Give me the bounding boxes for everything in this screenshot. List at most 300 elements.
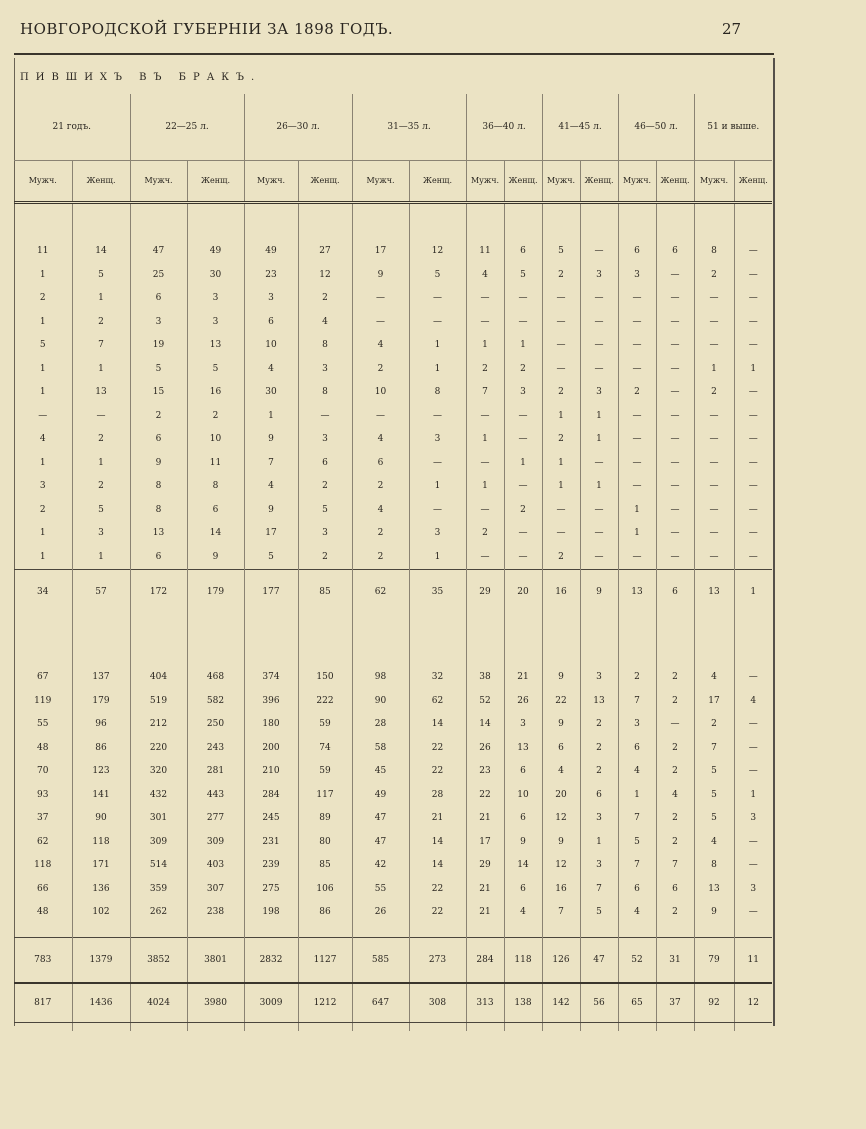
table-cell: — xyxy=(504,311,542,335)
table-cell xyxy=(244,614,298,666)
table-cell: 52 xyxy=(618,937,656,983)
table-cell: 16 xyxy=(542,570,580,615)
table-cell: 2 xyxy=(694,264,734,288)
table-row xyxy=(14,452,772,476)
table-cell: 6 xyxy=(504,878,542,902)
table-cell: 1 xyxy=(504,452,542,476)
table-cell: 9 xyxy=(504,831,542,855)
table-cell: 13 xyxy=(694,878,734,902)
table-cell: 468 xyxy=(187,666,244,690)
table-cell: 7 xyxy=(580,878,618,902)
table-cell: Женщ. xyxy=(298,161,352,203)
table-cell xyxy=(504,925,542,938)
table-cell: — xyxy=(656,311,694,335)
table-cell xyxy=(618,614,656,666)
table-cell: — xyxy=(734,311,772,335)
sex-header-row xyxy=(14,161,772,203)
table-cell xyxy=(618,1022,656,1031)
table-cell: — xyxy=(734,831,772,855)
table-cell: 5 xyxy=(504,264,542,288)
table-cell: 8 xyxy=(298,334,352,358)
table-cell: — xyxy=(618,428,656,452)
table-cell: 30 xyxy=(244,381,298,405)
table-cell: 6 xyxy=(504,760,542,784)
table-cell: — xyxy=(542,311,580,335)
table-cell xyxy=(618,203,656,241)
table-cell: 396 xyxy=(244,690,298,714)
table-cell: 1 xyxy=(618,784,656,808)
table-cell: — xyxy=(734,452,772,476)
table-cell: 5 xyxy=(694,807,734,831)
table-cell: 1 xyxy=(39,387,46,397)
table-cell: — xyxy=(656,334,694,358)
table-cell: 172 xyxy=(130,570,187,615)
table-cell: 16 xyxy=(187,381,244,405)
table-cell: 12 xyxy=(542,807,580,831)
table-cell: 49 xyxy=(352,784,409,808)
table-cell: 6 xyxy=(656,570,694,615)
table-cell: 32 xyxy=(409,666,466,690)
table-cell: 2 xyxy=(618,666,656,690)
spacer-row xyxy=(14,925,772,938)
table-cell: 432 xyxy=(130,784,187,808)
table-cell: 4 xyxy=(694,666,734,690)
table-cell xyxy=(298,925,352,938)
table-row xyxy=(14,475,772,499)
table-cell: — xyxy=(656,713,694,737)
table-cell: 5 xyxy=(298,499,352,523)
table-cell: 11 xyxy=(187,452,244,476)
table-cell: 8 xyxy=(298,381,352,405)
table-cell: 15 xyxy=(130,381,187,405)
table-cell: Женщ. xyxy=(409,161,466,203)
table-cell: 1 xyxy=(734,570,772,615)
table-cell xyxy=(130,925,187,938)
table-cell: 281 xyxy=(187,760,244,784)
table-cell: — xyxy=(618,334,656,358)
subtotal-row xyxy=(14,937,772,983)
table-cell: 137 xyxy=(72,666,130,690)
table-cell: 10 xyxy=(352,381,409,405)
table-cell: 9 xyxy=(580,570,618,615)
table-cell: 8 xyxy=(409,381,466,405)
table-cell: — xyxy=(466,499,504,523)
table-cell: 220 xyxy=(130,737,187,761)
table-cell: 106 xyxy=(298,878,352,902)
table-cell: 2832 xyxy=(244,937,298,983)
table-row xyxy=(14,901,772,925)
table-cell: 4 xyxy=(466,264,504,288)
table-cell: 79 xyxy=(694,937,734,983)
table-cell: 90 xyxy=(352,690,409,714)
table-cell xyxy=(298,1022,352,1031)
table-cell: 22 xyxy=(409,901,466,925)
table-cell: 45 xyxy=(352,760,409,784)
table-cell: 9 xyxy=(694,901,734,925)
table-cell: 4 xyxy=(618,760,656,784)
table-cell: Мужч. xyxy=(466,161,504,203)
table-cell: 38 xyxy=(466,666,504,690)
table-cell: 150 xyxy=(298,666,352,690)
table-cell: 2 xyxy=(656,666,694,690)
table-cell xyxy=(580,1022,618,1031)
table-cell: 55 xyxy=(352,878,409,902)
table-cell xyxy=(542,203,580,241)
table-cell: Женщ. xyxy=(734,161,772,203)
table-cell: 138 xyxy=(504,983,542,1023)
table-cell: — xyxy=(656,452,694,476)
table-cell: 2 xyxy=(694,713,734,737)
table-cell: — xyxy=(694,428,734,452)
table-cell: 17 xyxy=(352,240,409,264)
table-cell xyxy=(298,203,352,241)
table-subtitle: ПИВШИХЪ ВЪ БРАКЪ. xyxy=(20,72,262,83)
table-cell: — xyxy=(580,546,618,570)
table-cell: 2 xyxy=(656,760,694,784)
table-cell: 13 xyxy=(618,570,656,615)
table-cell: 22 xyxy=(409,878,466,902)
table-cell: 1 xyxy=(580,428,618,452)
table-cell: 13 xyxy=(130,522,187,546)
table-cell: 1 xyxy=(542,475,580,499)
table-cell: — xyxy=(734,737,772,761)
table-cell: 30 xyxy=(187,264,244,288)
table-cell: 21 годъ. xyxy=(14,94,130,161)
table-cell: 2 xyxy=(352,546,409,570)
table-cell: 1 xyxy=(734,358,772,382)
table-cell: 58 xyxy=(352,737,409,761)
table-cell: 22 xyxy=(466,784,504,808)
table-cell: 29 xyxy=(466,570,504,615)
table-cell: 2 xyxy=(298,287,352,311)
table-cell: 55 xyxy=(37,719,49,729)
table-cell: 42 xyxy=(352,854,409,878)
table-cell: 16 xyxy=(542,878,580,902)
table-cell: 2 xyxy=(466,358,504,382)
table-cell: 239 xyxy=(244,854,298,878)
table-cell xyxy=(187,925,244,938)
table-cell: 5 xyxy=(542,240,580,264)
table-cell: — xyxy=(618,452,656,476)
table-cell xyxy=(734,1022,772,1031)
table-cell: 2 xyxy=(580,760,618,784)
table-cell: 301 xyxy=(130,807,187,831)
table-row xyxy=(14,831,772,855)
table-cell: 85 xyxy=(298,570,352,615)
table-cell: 1 xyxy=(39,269,46,280)
table-cell: 2 xyxy=(542,381,580,405)
table-cell: 198 xyxy=(244,901,298,925)
table-cell: 5 xyxy=(580,901,618,925)
table-cell: 119 xyxy=(34,695,52,706)
table-cell: 2 xyxy=(504,499,542,523)
table-cell xyxy=(734,614,772,666)
table-cell: 12 xyxy=(298,264,352,288)
table-cell: 6 xyxy=(618,737,656,761)
table-cell: 277 xyxy=(187,807,244,831)
table-cell: 1 xyxy=(504,334,542,358)
table-cell: 171 xyxy=(72,854,130,878)
table-cell: — xyxy=(504,428,542,452)
table-cell: 74 xyxy=(298,737,352,761)
table-cell: — xyxy=(656,522,694,546)
table-cell: 8 xyxy=(694,854,734,878)
table-cell: — xyxy=(542,287,580,311)
table-cell xyxy=(187,614,244,666)
table-cell: 1 xyxy=(39,551,46,562)
table-cell: 11 xyxy=(37,246,49,256)
table-cell: 25 xyxy=(130,264,187,288)
table-cell: — xyxy=(542,522,580,546)
table-cell: 47 xyxy=(580,937,618,983)
table-cell: 2 xyxy=(542,546,580,570)
table-cell: 3 xyxy=(580,666,618,690)
table-cell: 6 xyxy=(618,878,656,902)
table-cell: 3 xyxy=(298,358,352,382)
table-cell xyxy=(187,203,244,241)
table-cell: 783 xyxy=(14,937,72,983)
table-cell: 51 и выше. xyxy=(694,94,772,161)
table-cell: 22 xyxy=(409,760,466,784)
table-cell xyxy=(14,925,72,938)
table-cell: 4 xyxy=(39,434,46,444)
table-cell: Женщ. xyxy=(580,161,618,203)
table-row xyxy=(14,264,772,288)
table-row xyxy=(14,499,772,523)
table-cell: 4 xyxy=(618,901,656,925)
table-cell: 3 xyxy=(187,311,244,335)
table-cell: 2 xyxy=(542,428,580,452)
table-cell: 14 xyxy=(72,240,130,264)
marriage-age-table xyxy=(14,94,772,1031)
table-cell: 404 xyxy=(130,666,187,690)
table-cell: — xyxy=(542,499,580,523)
table-cell: — xyxy=(734,334,772,358)
table-cell: 9 xyxy=(352,264,409,288)
page-header-title: НОВГОРОДСКОЙ ГУБЕРНІИ ЗА 1898 ГОДЪ. xyxy=(20,20,394,38)
table-cell: — xyxy=(618,405,656,429)
table-cell: — xyxy=(466,311,504,335)
table-row xyxy=(14,334,772,358)
table-cell: — xyxy=(734,428,772,452)
table-cell xyxy=(542,614,580,666)
table-cell: 647 xyxy=(352,983,409,1023)
table-cell: 2 xyxy=(656,690,694,714)
table-cell: 1 xyxy=(39,528,46,538)
table-row xyxy=(14,522,772,546)
table-cell: 14 xyxy=(504,854,542,878)
table-cell: 22 xyxy=(542,690,580,714)
table-cell xyxy=(656,925,694,938)
table-cell: 36—40 л. xyxy=(466,94,542,161)
table-cell: 3 xyxy=(72,522,130,546)
table-cell: 57 xyxy=(72,570,130,615)
table-cell: 307 xyxy=(187,878,244,902)
table-cell: 2 xyxy=(39,293,46,303)
table-cell: 19 xyxy=(130,334,187,358)
table-cell xyxy=(504,203,542,241)
table-cell: 3 xyxy=(580,854,618,878)
table-cell: 7 xyxy=(618,854,656,878)
table-cell: — xyxy=(542,334,580,358)
table-cell: — xyxy=(580,499,618,523)
table-cell: 6 xyxy=(130,546,187,570)
table-row xyxy=(14,358,772,382)
table-cell: — xyxy=(580,240,618,264)
table-cell: 86 xyxy=(72,737,130,761)
table-cell: 26—30 л. xyxy=(244,94,352,161)
table-cell: — xyxy=(72,405,130,429)
table-cell: 10 xyxy=(244,334,298,358)
table-cell: 20 xyxy=(542,784,580,808)
table-cell: 4 xyxy=(656,784,694,808)
table-cell: — xyxy=(542,358,580,382)
table-cell: — xyxy=(694,475,734,499)
table-cell: 5 xyxy=(618,831,656,855)
table-cell: 1 xyxy=(466,475,504,499)
table-cell: 35 xyxy=(409,570,466,615)
table-cell: 26 xyxy=(466,737,504,761)
table-cell: 359 xyxy=(130,878,187,902)
table-cell: 20 xyxy=(504,570,542,615)
table-cell: 17 xyxy=(244,522,298,546)
table-cell xyxy=(466,1022,504,1031)
table-cell xyxy=(409,1022,466,1031)
table-cell: 5 xyxy=(244,546,298,570)
table-cell: Мужч. xyxy=(244,161,298,203)
table-cell xyxy=(14,203,72,241)
table-cell: 49 xyxy=(244,240,298,264)
table-cell: — xyxy=(352,405,409,429)
table-cell: 2 xyxy=(656,831,694,855)
table-cell: 3 xyxy=(580,807,618,831)
table-cell xyxy=(504,614,542,666)
table-cell xyxy=(542,1022,580,1031)
spacer-row xyxy=(14,203,772,241)
table-cell: 1 xyxy=(694,358,734,382)
table-cell: 1 xyxy=(542,405,580,429)
table-cell: 11 xyxy=(734,937,772,983)
table-cell: 180 xyxy=(244,713,298,737)
table-cell: 3 xyxy=(130,311,187,335)
table-cell: 210 xyxy=(244,760,298,784)
table-cell: 14 xyxy=(409,854,466,878)
table-cell: 1 xyxy=(72,358,130,382)
table-cell: — xyxy=(656,499,694,523)
table-cell: 41—45 л. xyxy=(542,94,618,161)
table-cell: 1 xyxy=(618,522,656,546)
table-cell xyxy=(72,614,130,666)
table-cell: 2 xyxy=(72,475,130,499)
table-cell xyxy=(352,925,409,938)
table-cell: 118 xyxy=(34,860,52,870)
table-cell: 7 xyxy=(694,737,734,761)
table-row xyxy=(14,807,772,831)
table-cell: 243 xyxy=(187,737,244,761)
page-number: 27 xyxy=(722,20,742,38)
table-cell: 3 xyxy=(618,713,656,737)
table-cell: 4 xyxy=(352,428,409,452)
table-cell: — xyxy=(38,410,48,421)
table-cell: 9 xyxy=(542,666,580,690)
table-cell xyxy=(72,925,130,938)
table-cell: 89 xyxy=(298,807,352,831)
table-cell: 17 xyxy=(466,831,504,855)
table-cell xyxy=(618,925,656,938)
table-cell: 2 xyxy=(130,405,187,429)
table-cell: 1 xyxy=(409,546,466,570)
table-cell: 2 xyxy=(352,522,409,546)
table-cell: 7 xyxy=(618,690,656,714)
table-cell: — xyxy=(734,499,772,523)
table-cell: 5 xyxy=(130,358,187,382)
table-cell: 3 xyxy=(298,522,352,546)
table-row xyxy=(14,666,772,690)
table-row xyxy=(14,405,772,429)
table-cell: — xyxy=(656,358,694,382)
table-cell: — xyxy=(618,475,656,499)
table-cell: 1379 xyxy=(72,937,130,983)
table-cell: 284 xyxy=(244,784,298,808)
table-cell: — xyxy=(580,311,618,335)
table-cell: — xyxy=(734,666,772,690)
table-cell: 514 xyxy=(130,854,187,878)
table-cell: 65 xyxy=(618,983,656,1023)
table-cell xyxy=(409,614,466,666)
table-cell: Женщ. xyxy=(656,161,694,203)
table-cell: 3 xyxy=(504,381,542,405)
table-cell: 23 xyxy=(244,264,298,288)
table-cell: 118 xyxy=(504,937,542,983)
table-cell: — xyxy=(734,475,772,499)
table-cell: 3 xyxy=(244,287,298,311)
table-cell: — xyxy=(466,405,504,429)
table-cell: — xyxy=(734,854,772,878)
table-cell: 6 xyxy=(504,240,542,264)
table-cell: 3 xyxy=(580,264,618,288)
table-cell xyxy=(72,203,130,241)
table-cell: 1 xyxy=(466,428,504,452)
table-cell: 2 xyxy=(656,807,694,831)
table-cell: — xyxy=(694,452,734,476)
table-row xyxy=(14,878,772,902)
table-cell: 7 xyxy=(656,854,694,878)
table-cell: 142 xyxy=(542,983,580,1023)
table-cell: Мужч. xyxy=(694,161,734,203)
table-cell: 3980 xyxy=(187,983,244,1023)
table-cell xyxy=(409,203,466,241)
table-cell: 179 xyxy=(72,690,130,714)
table-cell: — xyxy=(466,287,504,311)
table-cell: — xyxy=(580,522,618,546)
table-cell xyxy=(409,925,466,938)
table-cell xyxy=(466,925,504,938)
table-cell: — xyxy=(466,452,504,476)
table-cell: 5 xyxy=(409,264,466,288)
table-cell: 31 xyxy=(656,937,694,983)
table-cell: 8 xyxy=(694,240,734,264)
table-cell: 90 xyxy=(72,807,130,831)
table-cell: 3 xyxy=(580,381,618,405)
table-cell: 231 xyxy=(244,831,298,855)
table-cell: 47 xyxy=(352,807,409,831)
table-cell xyxy=(244,925,298,938)
table-cell: — xyxy=(694,287,734,311)
table-cell: 200 xyxy=(244,737,298,761)
table-cell xyxy=(694,925,734,938)
table-cell: 62 xyxy=(409,690,466,714)
table-cell: — xyxy=(694,405,734,429)
